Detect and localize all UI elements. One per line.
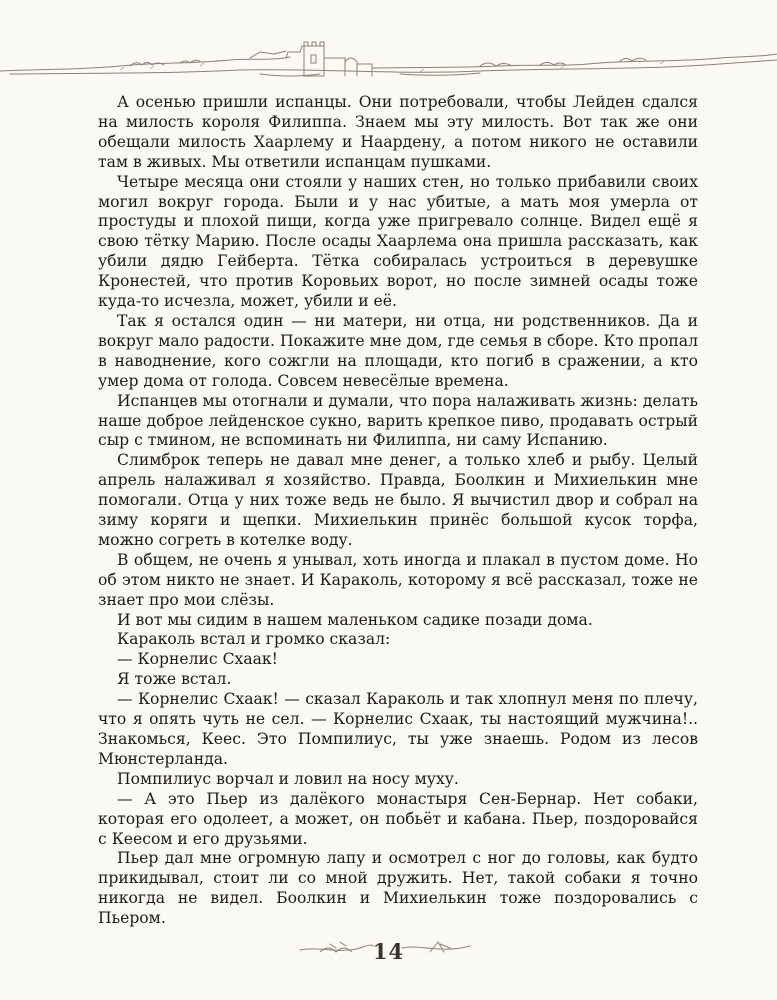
paragraph: — Корнелис Схаак! bbox=[117, 650, 278, 669]
paragraph: — Корнелис Схаак! — сказал Караколь и так хлопнул меня по плечу, что я опять чуть не сел. — Корнелис Схаак, ты настоящий мужчина!.. Знакомься, Кеес. Это Помпилиус, ты уже знаешь. Родом из лесов Мюнстерланда. bbox=[98, 690, 698, 768]
paragraph: Испанцев мы отогнали и думали, что пора налаживать жизнь: делать наше доброе лейденское сукно, варить крепкое пиво, продавать острый сыр с тмином, не вспоминать ни Филиппа, ни саму Испанию. bbox=[98, 391, 698, 450]
paragraph: Так я остался один — ни матери, ни отца, ни родственников. Да и вокруг мало радости. Покажите мне дом, где семья в сборе. Кто пропал в наводнение, кого сожгли на площади, кто погиб в сражении, а кто умер дома от голода. Совсем невесёлые времена. bbox=[98, 311, 698, 390]
paragraph: Я тоже встал. bbox=[117, 670, 232, 689]
paragraph: Караколь встал и громко сказал: bbox=[117, 630, 391, 649]
page-number: 14 bbox=[372, 939, 405, 964]
paragraph: Пьер дал мне огромную лапу и осмотрел с ног до головы, как будто прикидывал, стоит ли со мной дружить. Нет, такой собаки я точно никогда не видел. Боолкин и Михиелькин тоже поздоровались с Пьером. bbox=[98, 849, 698, 928]
paragraph: А осенью пришли испанцы. Они потребовали, чтобы Лейден сдался на милость короля Филиппа. Знаем мы эту милость. Вот так же они обещали милость Хаарлему и Наардену, а потом никого не оставили там в живых. Мы ответили испанцам пушками. bbox=[98, 93, 698, 171]
paragraph: Помпилиус ворчал и ловил на носу муху. bbox=[117, 769, 459, 788]
paragraph: — А это Пьер из далёкого монастыря Сен-Бернар. Нет собаки, которая его одолеет, а может, он побьёт и кабана. Пьер, поздоровайся с Кеесом и его друзьями. bbox=[98, 789, 698, 848]
paragraph: Четыре месяца они стояли у наших стен, но только прибавили своих могил вокруг города. Были и у нас убитые, а мать моя умерла от простуды и плохой пищи, когда уже пригревало солнце. Видел ещё я свою тётку Марию. После осады Хаарлема она пришла рассказать, как убили дядю Гейберта. Тётка собиралась устроиться в деревушке Кронестей, что против Коровьих ворот, но после зимней осады тоже куда-то исчезла, может, убили и её. bbox=[98, 172, 698, 311]
story-text bbox=[98, 93, 698, 929]
paragraph: Слимброк теперь не давал мне денег, а только хлеб и рыбу. Целый апрель налаживал я хозяйство. Правда, Боолкин и Михиелькин мне помогали. Отца у них тоже ведь не было. Я вычистил двор и собрал на зиму коряги и щепки. Михиелькин принёс большой кусок торфа, можно согреть в котелке воду. bbox=[98, 451, 698, 549]
paragraph: В общем, не очень я унывал, хоть иногда и плакал в пустом доме. Но об этом никто не знает. И Караколь, которому я всё рассказал, тоже не знает про мои слёзы. bbox=[98, 550, 698, 609]
paragraph: И вот мы сидим в нашем маленьком садике позади дома. bbox=[117, 610, 593, 629]
